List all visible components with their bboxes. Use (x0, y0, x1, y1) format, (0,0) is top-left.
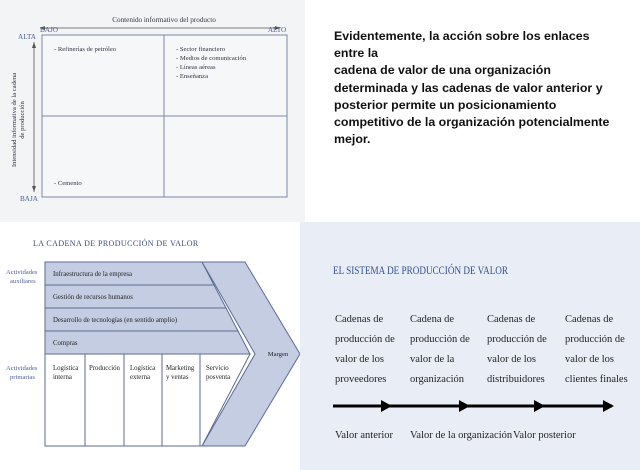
chain-customers (565, 314, 628, 385)
chain-label: producción de (487, 334, 547, 345)
chain-distributors (487, 314, 547, 385)
chain-label: producción de (410, 334, 470, 345)
flow-arrowhead (459, 400, 470, 412)
chain-organization (410, 314, 470, 385)
primary-activity-label: interna (53, 374, 72, 381)
statement-line: competitivo de la organización potencialmente (334, 115, 610, 130)
quadrant-top-right-item: - Medios de comunicación (176, 55, 247, 62)
chain-label: Cadena de (410, 314, 455, 325)
primary-activity-label: externa (130, 374, 150, 381)
primary-activity-label: posventa (206, 374, 231, 381)
y-axis-title-line2: de producción (19, 101, 26, 139)
primary-activity-label: Logística (53, 365, 79, 372)
statement-panel (305, 0, 640, 222)
value-chain-diagram (0, 222, 300, 470)
statement-line: posterior permite un posicionamiento (334, 97, 557, 112)
support-activities-label: Actividades (6, 269, 38, 276)
quadrant-bottom-left-item: - Cemento (54, 180, 82, 187)
statement-line: cadena de valor de una organización (334, 63, 551, 78)
value-chain-title: LA CADENA DE PRODUCCIÓN DE VALOR (33, 239, 199, 248)
value-system-svg (300, 222, 640, 470)
y-axis-title-line1: Intensidad informativa de la cadena (11, 72, 18, 168)
support-activity-label: Compras (53, 340, 78, 347)
value-system-diagram (300, 222, 640, 470)
flow-arrowhead (381, 400, 392, 412)
quadrant-top-right-item: - Enseñanza (176, 73, 209, 80)
value-label-previous: Valor anterior (335, 430, 394, 441)
value-system-title: EL SISTEMA DE PRODUCCIÓN DE VALOR (333, 265, 553, 277)
statement-line: mejor. (334, 132, 371, 147)
value-chain-svg (0, 222, 300, 470)
chain-label: Cadenas de (487, 314, 536, 325)
x-axis-title: Contenido informativo del producto (112, 16, 216, 24)
value-label-organization: Valor de la organización (410, 430, 513, 441)
chain-label: Cadenas de (565, 314, 614, 325)
flow-arrowhead (534, 400, 545, 412)
quadrant-top-right-item: - Sector financiero (176, 46, 226, 53)
matrix-svg (0, 0, 305, 222)
primary-activities-label: Actividades (6, 365, 38, 372)
y-axis-high-label: ALTA (18, 33, 36, 41)
information-intensity-matrix (0, 0, 305, 222)
support-activity-label: Gestión de recursos humanos (53, 294, 133, 301)
primary-activity-label: y ventas (166, 374, 189, 381)
primary-activities-label: primarias (10, 374, 35, 381)
value-label-subsequent: Valor posterior (513, 430, 576, 441)
primary-activity-label: Logística (130, 365, 156, 372)
chain-label: valor de los (487, 354, 536, 365)
support-activities-label: auxiliares (10, 278, 36, 285)
chain-label: valor de los (335, 354, 384, 365)
primary-activity-label: Producción (89, 365, 120, 372)
chain-label: valor de los (565, 354, 614, 365)
chain-label: distribuidores (487, 374, 545, 385)
x-axis-high-label: ALTO (267, 26, 287, 34)
quadrant-top-right-item: - Líneas aéreas (176, 64, 216, 71)
chain-label: clientes finales (565, 374, 628, 385)
support-activity-label: Infraestructura de la empresa (53, 271, 133, 278)
statement-line: determinada y las cadenas de valor anterior y (334, 80, 603, 95)
y-axis-arrowhead-top (32, 42, 36, 48)
primary-activity-label: Marketing (166, 365, 195, 372)
y-axis-arrowhead-bottom (32, 186, 36, 192)
statement-line: entre la (334, 46, 379, 61)
statement-text (334, 28, 624, 148)
flow-arrowhead (603, 400, 614, 412)
chain-label: valor de la (410, 354, 455, 365)
chain-suppliers (335, 314, 395, 385)
chain-label: Cadenas de (335, 314, 384, 325)
x-axis-low-label: BAJO (40, 26, 58, 34)
primary-activity-label: Servicio (206, 365, 229, 372)
margin-label: Margen (267, 351, 289, 358)
chain-label: organización (410, 374, 465, 385)
chain-label: proveedores (335, 374, 387, 385)
chain-label: producción de (565, 334, 625, 345)
quadrant-top-left-item: - Refinerías de petróleo (54, 46, 117, 53)
support-activity-label: Desarrollo de tecnologías (en sentido amplio) (53, 317, 178, 324)
y-axis-low-label: BAJA (20, 195, 38, 203)
statement-line: Evidentemente, la acción sobre los enlaces (334, 29, 590, 43)
chain-label: producción de (335, 334, 395, 345)
